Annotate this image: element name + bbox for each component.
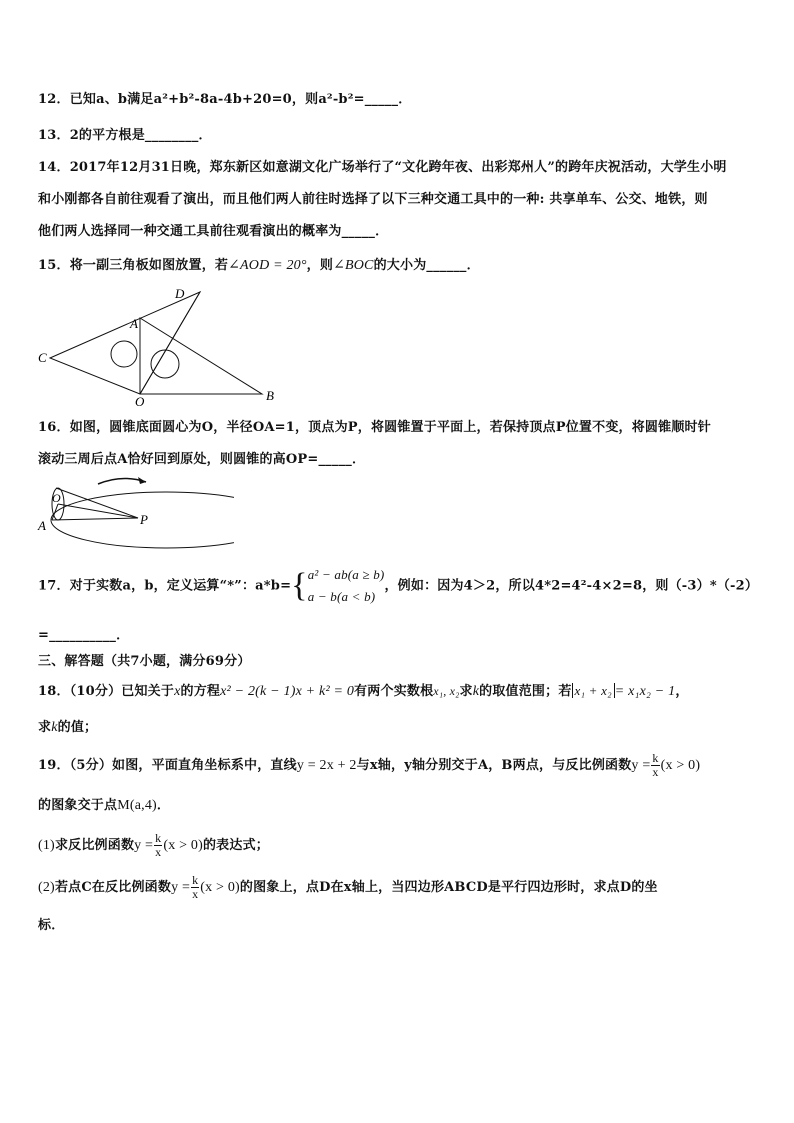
piecewise-cases: a² − ab(a ≥ b) a − b(a < b) bbox=[307, 567, 385, 604]
label-c: C bbox=[38, 350, 47, 365]
cone-slant-bottom bbox=[52, 518, 138, 520]
arrow-head-icon bbox=[138, 477, 146, 484]
question-12: 12．已知a、b满足a²+b²-8a-4b+20=0，则a²-b²=_____． bbox=[38, 92, 412, 107]
cone-rolling-figure bbox=[34, 472, 234, 552]
question-17: 17．对于实数a，b，定义运算“*”：a*b={ a² − ab(a ≥ b) a − b(a < b) ，例如：因为4＞2，所以4*2=4²-4×2=8，则（-3）*（-2） bbox=[38, 564, 758, 608]
question-19-line-2: 的图象交于点M(a,4)． bbox=[38, 798, 171, 813]
piecewise-brace: { bbox=[291, 567, 308, 604]
triangle-rulers-figure bbox=[30, 282, 280, 407]
question-16-line-1: 16．如图，圆锥底面圆心为O，半径OA=1，顶点为P，将圆锥置于平面上，若保持顶点P位置不变，将圆锥顺时针 bbox=[38, 420, 711, 435]
question-15: 15．将一副三角板如图放置，若∠AOD = 20°，则∠BOC的大小为______． bbox=[38, 258, 480, 273]
question-18: 18．（10分）已知关于x的方程x² − 2(k − 1)x + k² = 0有两个实数根x₁, x₂求k的取值范围；若 x₁ + x₂ = x₁x₂ − 1， bbox=[38, 683, 689, 699]
label-o: O bbox=[52, 491, 61, 505]
question-18-line-2: 求k的值； bbox=[38, 720, 98, 735]
cone-slant-top bbox=[56, 488, 138, 518]
triangle-45 bbox=[50, 292, 200, 394]
fraction-k-over-x: $\frac{k}{x}$ bbox=[155, 831, 162, 859]
question-14-line-2: 和小刚都各自前往观看了演出，而且他们两人前往时选择了以下三种交通工具中的一种: 共享单车、公交、地铁，则 bbox=[38, 192, 708, 207]
absolute-value: x₁ + x₂ bbox=[572, 683, 615, 698]
label-o: O bbox=[135, 394, 145, 407]
question-19: 19．（5分）如图，平面直角坐标系中，直线y = 2x + 2与x轴，y轴分别交于A，B两点，与反比例函数y = $\frac{k}{x}$ (x > 0) bbox=[38, 751, 701, 779]
question-19-part-2: (2)若点C在反比例函数y = $\frac{k}{x}$ (x > 0)的图象上，点D在x轴上，当四边形ABCD是平行四边形时，求点D的坐 bbox=[38, 873, 658, 901]
fraction-k-over-x: $\frac{k}{x}$ bbox=[652, 751, 659, 779]
ruler-hole-left bbox=[111, 341, 137, 367]
question-13: 13．2的平方根是________． bbox=[38, 128, 212, 143]
cone-height-op bbox=[58, 504, 138, 518]
triangle-30-60 bbox=[140, 318, 262, 394]
label-b: B bbox=[266, 388, 274, 403]
ruler-hole-right bbox=[151, 350, 179, 378]
question-14-line-3: 他们两人选择同一种交通工具前往观看演出的概率为_____． bbox=[38, 224, 389, 239]
label-a: A bbox=[38, 518, 46, 533]
question-19-part-1: (1)求反比例函数y = $\frac{k}{x}$ (x > 0)的表达式； bbox=[38, 831, 269, 859]
question-19-part-2-line-2: 标． bbox=[38, 918, 65, 933]
question-17-blank: =__________． bbox=[38, 628, 130, 643]
label-p: P bbox=[140, 512, 148, 527]
ruler-edge-od bbox=[140, 292, 200, 394]
question-16-line-2: 滚动三周后点A恰好回到原处，则圆锥的高OP=_____． bbox=[38, 452, 366, 467]
label-d: D bbox=[175, 286, 185, 301]
label-a: A bbox=[130, 316, 138, 331]
section-title: 三、解答题（共7小题，满分69分） bbox=[38, 654, 251, 669]
fraction-k-over-x: $\frac{k}{x}$ bbox=[192, 873, 199, 901]
question-14-line-1: 14．2017年12月31日晚，郑东新区如意湖文化广场举行了“文化跨年夜、出彩郑州人”的跨年庆祝活动，大学生小明 bbox=[38, 160, 727, 175]
